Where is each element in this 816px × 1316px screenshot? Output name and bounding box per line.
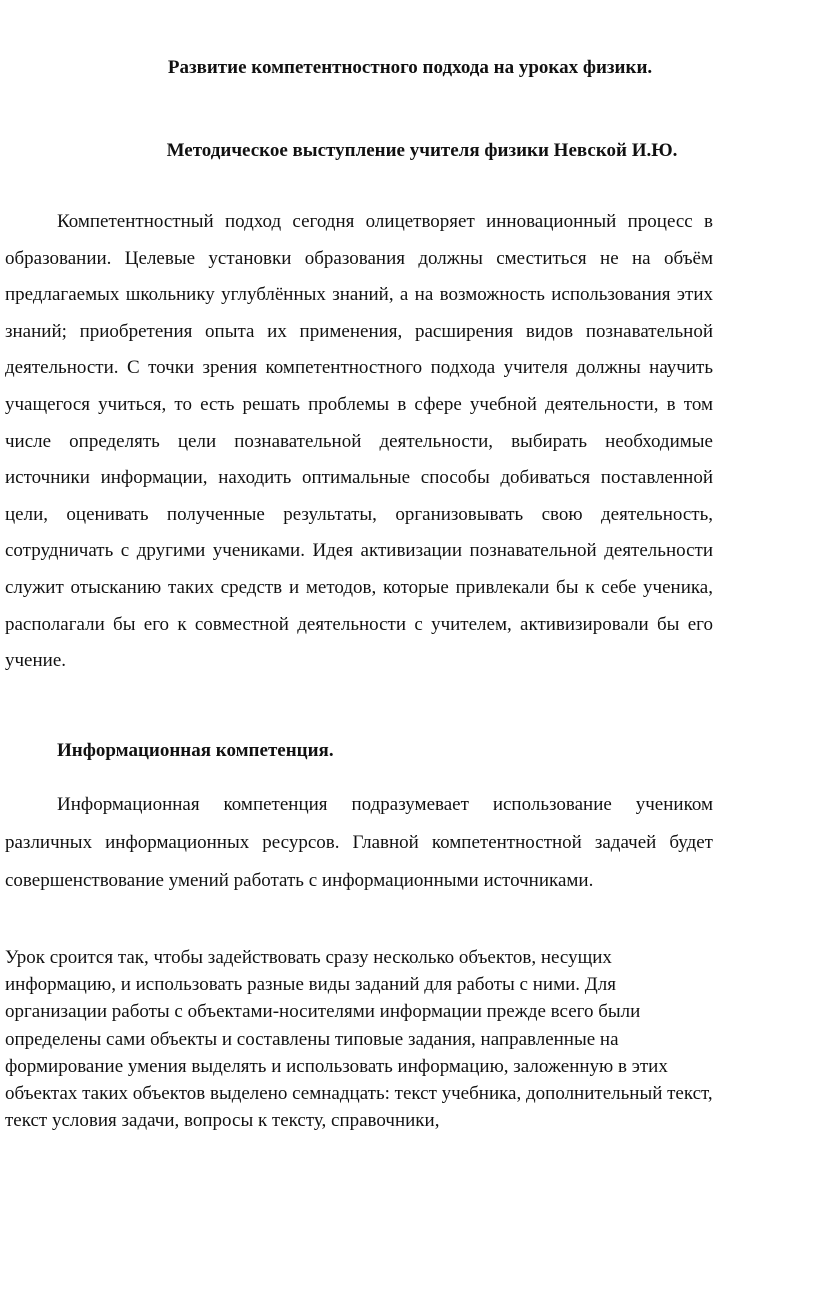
document-title: Развитие компетентностного подхода на уроках физики. — [167, 57, 653, 78]
intro-paragraph: Компетентностный подход сегодня олицетворяет инновационный процесс в образовании. Целевые установки образования должны сместиться не на объём предлагаемых школьнику углублённых знаний, а на возможность использования этих знаний; приобретения опыта их применения, расширения видов познавательной деятельности. С точки зрения компетентностного подхода учителя должны научить учащегося учиться, то есть решать проблемы в сфере учебной деятельности, в том числе определять цели познавательной деятельности, выбирать необходимые источники информации, находить оптимальные способы добиваться поставленной цели, оценивать полученные результаты, организовывать свою деятельность, сотрудничать с другими учениками. Идея активизации познавательной деятельности служит отысканию таких средств и методов, которые привлекали бы к себе ученика, располагали бы его к совместной деятельности с учителем, активизировали бы его учение. — [5, 211, 713, 672]
section-heading: Информационная компетенция. — [57, 740, 334, 761]
document-subtitle: Методическое выступление учителя физики Невской И.Ю. — [166, 140, 678, 161]
section-paragraph: Информационная компетенция подразумевает использование учеником различных информационных ресурсов. Главной компетентностной задачей будет совершенствование умений работать с информационными источниками. — [5, 794, 713, 891]
lesson-paragraph: Урок сроится так, чтобы задействовать сразу несколько объектов, несущих информацию, и использовать разные виды заданий для работы с ними. Для организации работы с объектами-носителями информации прежде всего были определены сами объекты и составлены типовые задания, направленные на формирование умения выделять и использовать информацию, заложенную в этих объектах таких объектов выделено семнадцать: текст учебника, дополнительный текст, текст условия задачи, вопросы к тексту, справочники, — [5, 947, 713, 1132]
